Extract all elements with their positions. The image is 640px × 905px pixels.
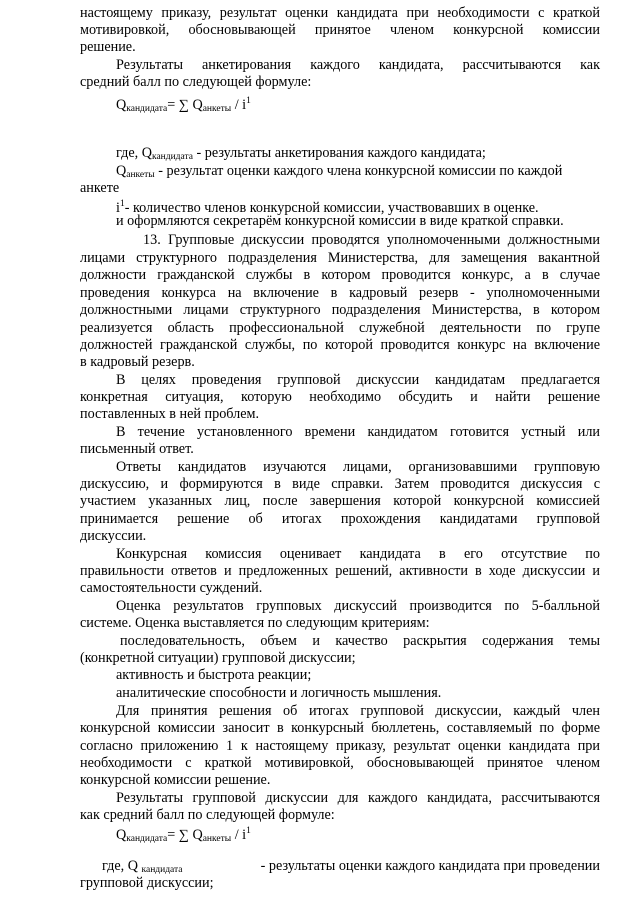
criteria-item: аналитические способности и логичность мышления. <box>116 685 442 701</box>
text-line: дискуссии. <box>80 528 147 544</box>
text-line: как средний балл по следующей формуле: <box>80 807 335 823</box>
text-line: в кадровый резерв. <box>80 354 195 370</box>
text-line: принимается решение об итогах прохождения кандидатами групповой <box>80 511 600 527</box>
text-line: Конкурсная комиссия оценивает кандидата в его отсутствие по <box>116 546 600 562</box>
text-line: конкурсной комиссии заносит в конкурсный бюллетень, составляемый по форме <box>80 720 600 736</box>
text-line: лицами структурного подразделения Министерства, для замещения вакантной <box>80 250 600 266</box>
text-line: поставленных в ней проблем. <box>80 406 260 422</box>
text-line: системе. Оценка выставляется по следующим критериям: <box>80 615 430 631</box>
text-line: правильности ответов и предложенных решений, активности в ходе дискуссии и <box>80 563 600 579</box>
text-line: 13. Групповые дискуссии проводятся уполномоченными должностными <box>143 232 600 248</box>
text-line: проведения конкурса на включение в кадровый резерв - уполномоченными <box>80 285 600 301</box>
text-line: Результаты групповой дискуссии для каждого кандидата, рассчитываются <box>116 790 600 806</box>
text-line: должностными лицами структурного подразделения Министерства, в котором <box>80 302 600 318</box>
text-line: Для принятия решения об итогах групповой дискуссии, каждый член <box>116 703 600 719</box>
text-line: В течение установленного времени кандидатом готовится устный или <box>116 424 600 440</box>
where-line: $Q_{анкеты}$ - результат оценки каждого члена конкурсной комиссии по каждой <box>116 163 563 180</box>
formula-line: $Q_{кандидата}=$ ∑ $Q_{анкеты} / i^1$ <box>116 96 251 114</box>
text-line: должностей гражданской службы, по которой проводится конкурс на включение <box>80 337 600 353</box>
text-line: письменный ответ. <box>80 441 194 457</box>
text-line: групповой дискуссии; <box>80 875 214 891</box>
text-line: реализуется область профессиональной служебной деятельности по групе <box>80 320 600 336</box>
text-line: самостоятельности суждений. <box>80 580 263 596</box>
text-line: должности гражданской службы в котором проводится конкурс, а в случае <box>80 267 600 283</box>
text-line: конкретная ситуация, которую необходимо обсудить и найти решение <box>80 389 600 405</box>
formula-line: $Q_{кандидата}=$ ∑ $Q_{анкеты} / i^1$ <box>116 826 251 844</box>
text-line: дискуссию, и формируются в виде справки. Затем проводится дискуссия с <box>80 476 600 492</box>
text-line: участием указанных лиц, после завершения которой конкурсной комиссией <box>80 493 600 509</box>
text-line: решение. <box>80 39 136 55</box>
text-line: анкете <box>80 180 120 196</box>
where-line: где, Q $_{кандидата}$ - результаты оценки каждого кандидата при проведении <box>102 858 600 875</box>
text-line: согласно приложению 1 к настоящему приказу, результат оценки кандидата при <box>80 738 600 754</box>
where-line: $i^1-$ количество членов конкурсной комиссии, участвовавших в оценке. <box>116 199 539 216</box>
text-line: необходимости с краткой мотивировкой, обосновывающей принятое членом <box>80 755 600 771</box>
text-line: Ответы кандидатов изучаются лицами, организовавшими групповую <box>116 459 600 475</box>
criteria-item: последовательность, объем и качество раскрытия содержания темы <box>120 633 600 649</box>
text-line: мотивировкой, обосновывающей принятое членом конкурсной комиссии <box>80 22 600 38</box>
text-line: В целях проведения групповой дискуссии кандидатам предлагается <box>116 372 600 388</box>
text-line: Результаты анкетирования каждого кандидата, рассчитываются как <box>116 57 600 73</box>
text-line: конкурсной комиссии решение. <box>80 772 271 788</box>
text-line: средний балл по следующей формуле: <box>80 74 312 90</box>
criteria-item: активность и быстрота реакции; <box>116 667 312 683</box>
criteria-item: (конкретной ситуации) групповой дискуссии; <box>80 650 356 666</box>
where-line: где, $Q_{кандидата}$ - результаты анкетирования каждого кандидата; <box>116 145 486 162</box>
text-line: настоящему приказу, результат оценки кандидата при необходимости с краткой <box>80 5 600 21</box>
text-line: Оценка результатов групповых дискуссий производится по 5-балльной <box>116 598 600 614</box>
text-line: и оформляются секретарём конкурсной комиссии в виде краткой справки. <box>116 213 564 229</box>
